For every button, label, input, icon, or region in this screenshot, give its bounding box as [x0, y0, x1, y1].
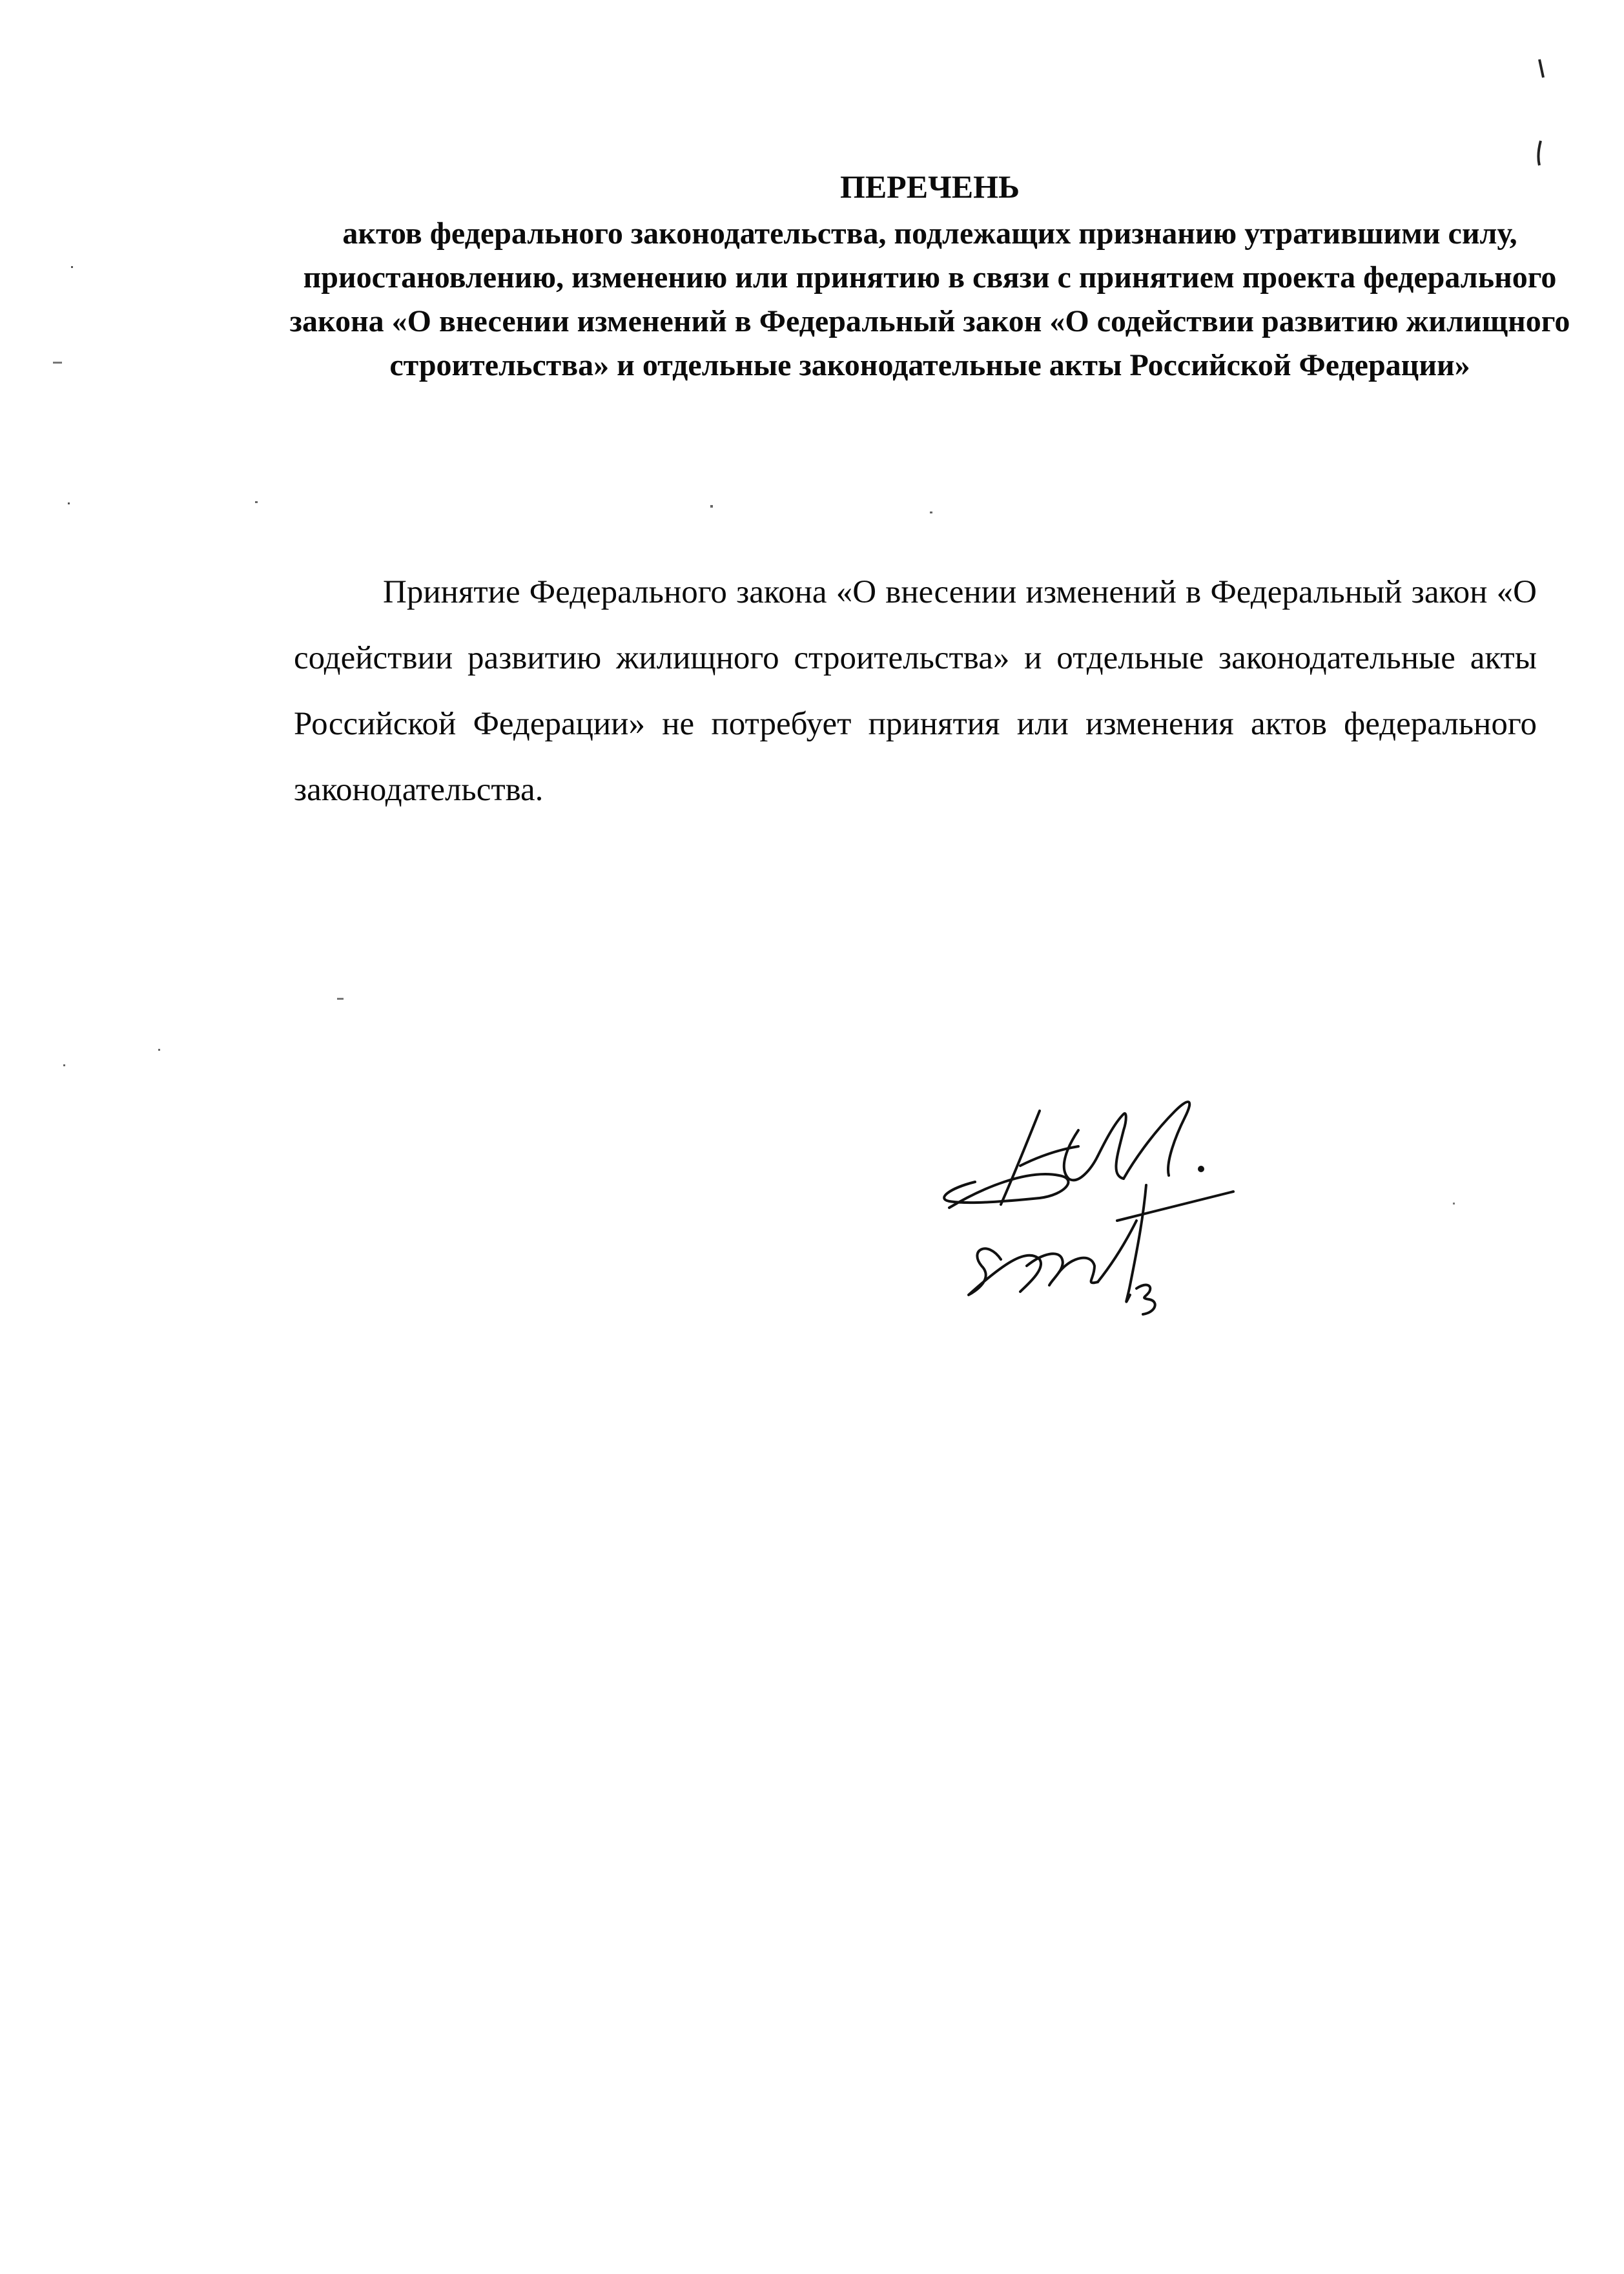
document-title: ПЕРЕЧЕНЬ [839, 169, 1020, 205]
title-block [271, 161, 1588, 388]
handwritten-signature [930, 1072, 1291, 1382]
body-paragraph: Принятие Федерального закона «О внесении изменений в Федеральный закон «О содействии развитию жилищного строительства» и отдельные законодательные акты Российской Федерации» не потребует принятия или изменения актов федерального законодательства. [294, 574, 1537, 808]
document-subtitle: актов федерального законодательства, подлежащих признанию утратившими силу, приостановлению, изменению или принятию в связи с принятием проекта федерального закона «О внесении изменений в Федеральный закон «О содействии развитию жилищного строительства» и отдельные законодательные акты Российской Федерации» [289, 216, 1570, 382]
